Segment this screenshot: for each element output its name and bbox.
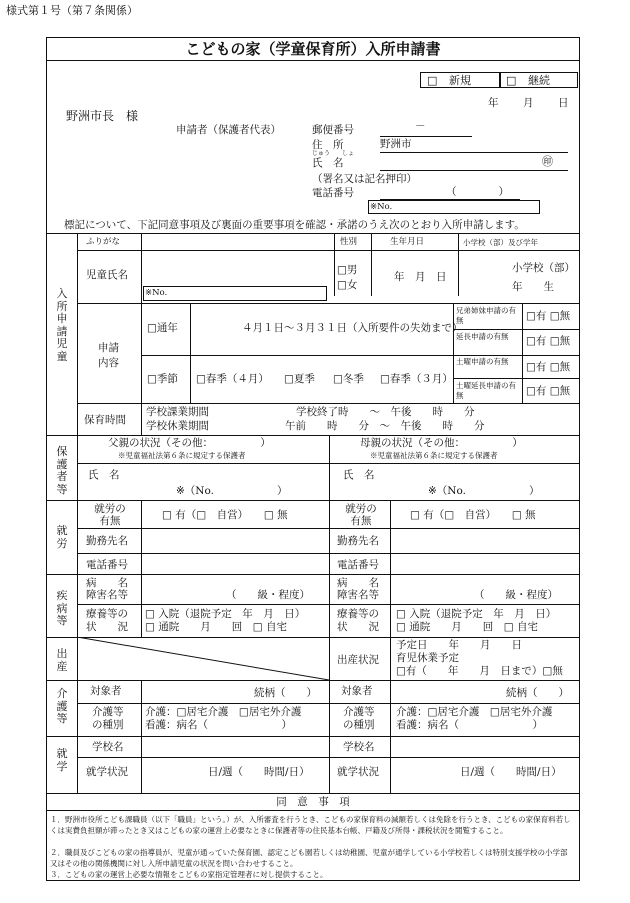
school-suffix: 小学校（部）: [512, 262, 575, 274]
mother-no: ※（No. ）: [428, 485, 540, 497]
mother-disease-label-2: 障害名等: [337, 589, 379, 601]
father-hospital[interactable]: □ 入院（退院予定 年 月 日）: [145, 608, 306, 620]
applicant-label: 申請者（保護者代表）: [176, 124, 281, 136]
father-care-options[interactable]: 介護：□居宅介護 □居宅外介護: [145, 706, 302, 718]
rule: [390, 680, 391, 736]
date-day: 日: [558, 97, 569, 109]
rule: [453, 303, 454, 403]
rule: [522, 303, 523, 403]
grade-suffix: 年 生: [512, 281, 554, 293]
rule: [141, 355, 580, 356]
mother-status: 母親の状況（その他： ）: [360, 437, 523, 449]
birth-status-label: 出産状況: [337, 654, 379, 666]
gender-label: 性別: [340, 237, 358, 247]
break-hours: 午前 時 分 ～ 午後 時 分: [285, 420, 485, 432]
father-outpatient[interactable]: □ 通院 月 回 □ 自宅: [145, 621, 288, 633]
mother-care-target-label: 対象者: [341, 685, 373, 697]
rule: [77, 403, 580, 404]
rule: [141, 233, 142, 435]
rule: [390, 637, 391, 680]
extension-label: 延長申請の有無: [456, 332, 509, 341]
nursing-section-label: 介護等: [56, 687, 68, 725]
rule-main-top: [46, 233, 580, 234]
rule: [390, 736, 391, 793]
spring-checkbox[interactable]: □春季（４月）: [196, 373, 269, 385]
father-note: ※児童福祉法第６条に規定する保護者: [118, 451, 246, 460]
father-no: ※（No. ）: [176, 485, 288, 497]
father-employer-label: 勤務先名: [86, 535, 128, 547]
rule: [77, 604, 580, 605]
father-work-label-2: 有無: [99, 515, 121, 527]
mother-hospital[interactable]: □ 入院（退院予定 年 月 日）: [396, 608, 557, 620]
mother-care-type-2: の種別: [343, 719, 375, 731]
rule: [334, 233, 335, 296]
rule: [46, 500, 580, 501]
regular-checkbox[interactable]: □通年: [147, 322, 178, 334]
mother-phone-label: 電話番号: [337, 559, 379, 571]
extension-yes-no[interactable]: □有 □無: [526, 335, 571, 347]
saturday-label: 土曜申請の有無: [456, 357, 509, 366]
address-ruby: じゅう しょ: [312, 150, 355, 157]
application-content-label-2: 内容: [98, 357, 119, 369]
birth-ymd: 年 月 日: [394, 271, 447, 283]
mother-name-label: 氏 名: [343, 469, 375, 481]
rule: [46, 680, 580, 681]
guardian-section-label: 保護者等: [56, 445, 68, 496]
saturday-ext-label: 土曜延長申請の有無: [456, 381, 516, 400]
rule: [141, 574, 142, 637]
child-no-label: ※No.: [145, 288, 168, 298]
rule: [390, 574, 391, 637]
rule: [77, 463, 580, 464]
applicant-no-box[interactable]: [368, 200, 540, 214]
maternity-label: 育児休業予定: [396, 652, 459, 664]
rule: [141, 680, 142, 736]
father-disease-label-2: 障害名等: [86, 589, 128, 601]
father-treatment-label-1: 療養等の: [86, 608, 128, 620]
father-relation: 続柄（ ）: [254, 687, 317, 699]
form-title: こどもの家（学童保育所）入所申請書: [46, 37, 580, 61]
school-header: 小学校（部）及び学年: [463, 238, 538, 247]
mother-per-week: 日/週（ 時間/日）: [460, 766, 562, 778]
study-section-label: 就学: [56, 747, 68, 773]
mother-study-status: 就学状況: [337, 766, 379, 778]
father-work-label-1: 就労の: [94, 503, 126, 515]
father-care-type-1: 介護等: [92, 706, 124, 718]
mother-outpatient[interactable]: □ 通院 月 回 □ 自宅: [396, 621, 539, 633]
mother-treatment-label-1: 療養等の: [337, 608, 379, 620]
birth-label: 生年月日: [390, 237, 425, 247]
mother-nursing-option[interactable]: 看護：病名（ ）: [396, 719, 543, 731]
address-label: 住 所: [312, 139, 344, 151]
father-study-status: 就学状況: [86, 766, 128, 778]
consent-item-3: ３．こどもの家の運営上必要な情報をこどもの家指定管理者に対し提供すること。: [50, 870, 328, 879]
father-per-week: 日/週（ 時間/日）: [208, 766, 310, 778]
father-disease-label-1: 病 名: [86, 577, 128, 589]
seasonal-checkbox[interactable]: □季節: [147, 373, 178, 385]
rule: [77, 250, 580, 251]
consent-item-2: ２．職員及びこどもの家の指導員が、児童が通っていた保育園、認定こども園若しくは幼稚園、児童が通学している小学校若しくは特別支援学校の小学部又はその他の関係機関に対し入所申請児童の状況を問い合わせすること。: [50, 848, 568, 868]
regular-period: ４月１日～３月３１日（入所要件の失効まで）: [242, 322, 463, 334]
name-underline[interactable]: [380, 170, 568, 171]
mother-work-options[interactable]: □ 有（□ 自営） □ 無: [410, 509, 536, 521]
rule: [458, 233, 459, 296]
new-label: 新規: [449, 74, 471, 87]
child-no-box[interactable]: [143, 286, 327, 301]
father-name-label: 氏 名: [88, 469, 120, 481]
saturday-ext-yes-no[interactable]: □有 □無: [526, 385, 571, 397]
new-checkbox[interactable]: □: [427, 74, 438, 87]
applicant-no-label: ※No.: [370, 202, 393, 212]
maternity-options[interactable]: □有（ 年 月 日まで）□無: [396, 665, 563, 677]
sibling-label: 兄弟姉妹申請の有無: [456, 306, 516, 325]
addressee: 野洲市長 様: [66, 109, 139, 123]
mother-school-label: 学校名: [343, 741, 375, 753]
father-care-target-label: 対象者: [90, 685, 122, 697]
father-care-type-2: の種別: [92, 719, 124, 731]
phone-label: 電話番号: [312, 187, 354, 199]
rule: [46, 793, 580, 794]
father-phone-label: 電話番号: [86, 559, 128, 571]
mother-disease-label-1: 病 名: [337, 577, 379, 589]
father-treatment-label-2: 状 況: [86, 621, 128, 633]
application-content-label: 申請: [98, 342, 119, 354]
mother-work-label-2: 有無: [350, 515, 372, 527]
address-underline[interactable]: [380, 152, 568, 153]
mother-relation: 続柄（ ）: [506, 687, 569, 699]
rule: [190, 303, 191, 403]
father-nursing-option[interactable]: 看護：病名（ ）: [145, 719, 292, 731]
rule: [46, 435, 580, 436]
father-status: 父親の状況（その他： ）: [108, 437, 271, 449]
school-term-label: 学校課業期間: [146, 406, 209, 418]
birth-diagonal: [77, 637, 329, 680]
female-checkbox[interactable]: □女: [337, 279, 358, 291]
rule: [77, 703, 580, 704]
consent-sentence: 標記について、下記同意事項及び裏面の重要事項を確認・承諾のうえ次のとおり入所申請します。: [64, 219, 525, 231]
continue-label: 継続: [528, 74, 550, 87]
date-year: 年: [488, 97, 499, 109]
father-disease-grade: （ 級・程度）: [226, 589, 310, 601]
mother-note: ※児童福祉法第６条に規定する保護者: [370, 451, 498, 460]
rule: [453, 378, 580, 379]
mother-work-label-1: 就労の: [345, 503, 377, 515]
rule: [329, 435, 330, 793]
winter-checkbox[interactable]: □冬季: [333, 373, 364, 385]
school-break-label: 学校休業期間: [146, 420, 209, 432]
name-label: 氏 名: [312, 157, 344, 169]
rule: [46, 810, 580, 811]
father-work-options[interactable]: □ 有（□ 自営） □ 無: [162, 509, 288, 521]
rule: [453, 329, 580, 330]
rule: [77, 757, 580, 758]
date-month: 月: [523, 97, 534, 109]
mother-care-options[interactable]: 介護：□居宅介護 □居宅外介護: [396, 706, 553, 718]
rule: [77, 528, 580, 529]
rule: [371, 233, 372, 296]
birth-section-label: 出産: [56, 647, 68, 673]
consent-item-1: １．野洲市役所こども課職員（以下「職員」という。）が、入所審査を行うとき、こどもの家保育料の減額若しくは免除を行うとき、こどもの家保育料若しくは実費負担額が滞ったとき又はこどもの家の運営上必要なときに保護者等の住民基本台帳、戸籍及び所得・課税状況を閲覧すること。: [50, 815, 571, 835]
postal-label: 郵便番号: [312, 124, 354, 136]
child-name-label: 児童氏名: [86, 269, 128, 281]
consent-title: 同 意 事 項: [276, 796, 350, 808]
rule: [77, 303, 580, 304]
continue-checkbox[interactable]: □: [506, 74, 517, 87]
school-end-time: 学校終了時 ～ 午後 時 分: [296, 406, 475, 418]
father-school-label: 学校名: [92, 741, 124, 753]
child-section-label: 入所申請児童: [56, 287, 68, 363]
saturday-yes-no[interactable]: □有 □無: [526, 361, 571, 373]
phone-paren: （ ）: [446, 186, 509, 198]
furigana-label: ふりがな: [86, 237, 121, 247]
work-section-label: 就労: [56, 524, 68, 550]
illness-section-label: 疾病等: [56, 589, 68, 627]
spring-mar-checkbox[interactable]: □春季（３月）: [380, 373, 453, 385]
mother-employer-label: 勤務先名: [337, 535, 379, 547]
postal-dash: －: [415, 120, 426, 132]
postal-underline[interactable]: [380, 136, 472, 137]
rule: [77, 435, 78, 793]
rule: [46, 736, 580, 737]
due-date: 予定日 年 月 日: [396, 639, 522, 651]
seal-mark: ㊞: [542, 155, 553, 168]
mother-care-type-1: 介護等: [343, 706, 375, 718]
summer-checkbox[interactable]: □夏季: [284, 373, 315, 385]
rule: [77, 233, 78, 435]
sign-note: （署名又は記名押印）: [312, 173, 417, 185]
address-value: 野洲市: [380, 138, 412, 150]
rule: [141, 736, 142, 793]
sibling-yes-no[interactable]: □有 □無: [526, 310, 571, 322]
rule: [46, 574, 580, 575]
mother-disease-grade: （ 級・程度）: [474, 589, 558, 601]
mother-treatment-label-2: 状 況: [337, 621, 379, 633]
male-checkbox[interactable]: □男: [337, 264, 358, 276]
form-code: 様式第１号（第７条関係）: [6, 4, 138, 17]
rule: [77, 553, 580, 554]
care-hours-label: 保育時間: [84, 414, 126, 426]
